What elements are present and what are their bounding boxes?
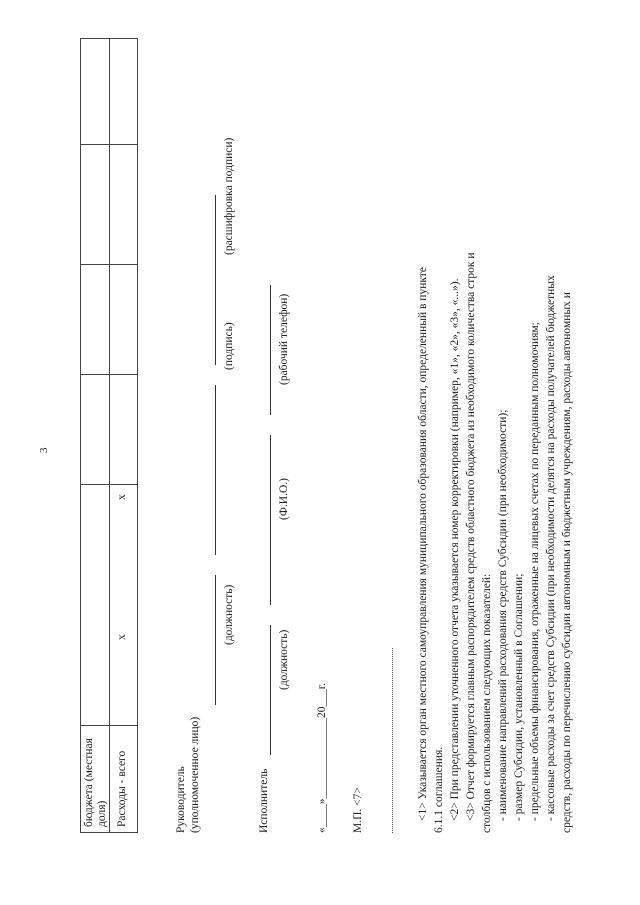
- head-name-caption: (расшифровка подписи): [223, 137, 235, 255]
- footnote-3: <3> Отчет формируется главным распорядителем средств областного бюджета из необходимого количества строк и: [465, 252, 477, 821]
- head-title-sub: (уполномоченное лицо): [189, 716, 201, 833]
- row-label-budget: бюджета (местная: [83, 738, 95, 827]
- footnote-item: - наименование направлений расходования средств Субсидии (при необходимости);: [497, 409, 509, 821]
- executor-position-line: [270, 625, 271, 755]
- table-cell: x: [116, 494, 128, 500]
- row-label-expenses-total: Расходы - всего: [116, 750, 128, 827]
- row-label-budget-cont: доля): [96, 800, 108, 827]
- footnote-1-cont: 6.1.1 соглашения.: [433, 746, 445, 833]
- executor-title: Исполнитель: [258, 768, 270, 833]
- footnote-1: <1> Указывается орган местного самоуправления муниципального образования области, определенный в пункте: [417, 267, 429, 821]
- stamp-mark: М.П. <7>: [352, 787, 364, 833]
- executor-name-line: [270, 435, 271, 605]
- date-line: «____»______________20___г.: [316, 682, 328, 833]
- executor-position-caption: (должность): [278, 629, 290, 690]
- head-signature-caption: (подпись): [223, 322, 235, 370]
- footnote-item: средств, расходы по перечислению субсидии автономным и бюджетным учреждениям, расходы автономных и: [561, 292, 573, 833]
- executor-name-caption: (Ф.И.О.): [278, 478, 290, 520]
- head-name-line: [215, 195, 216, 365]
- footnote-separator: [392, 648, 393, 833]
- page-number: 3: [38, 447, 50, 453]
- head-title: Руководитель: [175, 766, 187, 833]
- executor-phone-line: [270, 285, 271, 415]
- head-position-line: [215, 575, 216, 705]
- footnote-item: - предельные объемы финансирования, отраженные на лицевых счетах по переданным полномочиям;: [529, 322, 541, 821]
- footnote-3-cont: столбцов с использованием следующих показателей:: [481, 573, 493, 833]
- executor-phone-caption: (рабочий телефон): [278, 293, 290, 385]
- head-signature-line: [215, 385, 216, 555]
- footnote-item: - кассовые расходы за счет средств Субсидии (при необходимости делятся на расходы получателей бюджетных: [545, 275, 557, 821]
- footnote-item: - размер Субсидии, установленный в Соглашении;: [513, 573, 525, 821]
- table-cell: x: [116, 634, 128, 640]
- footnote-2: <2> При представлении уточненного отчета указывается номер корректировки (например, «1», «2», «3», «...»).: [449, 278, 461, 821]
- head-position-caption: (должность): [223, 584, 235, 645]
